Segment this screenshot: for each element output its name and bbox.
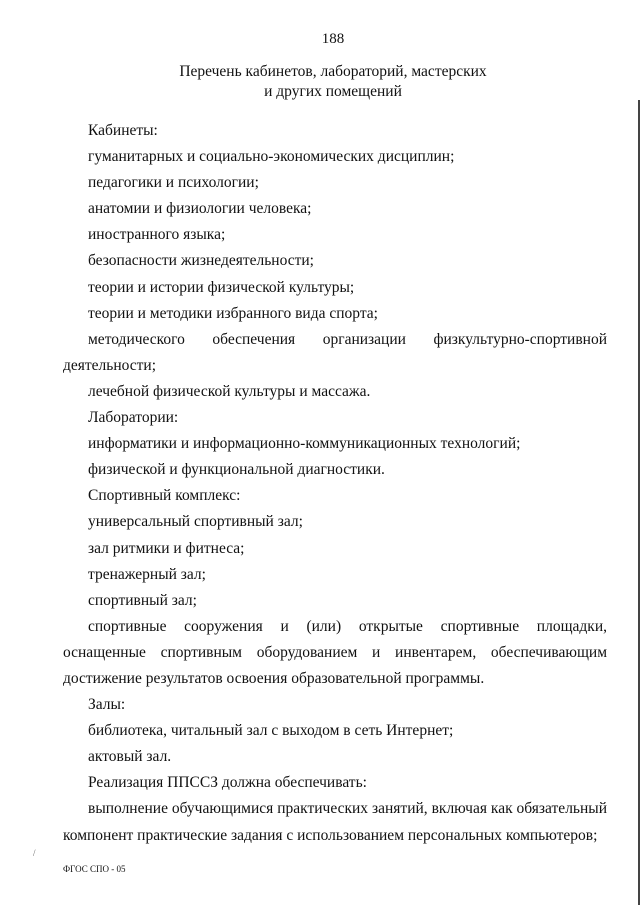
paragraph: тренажерный зал; [88,565,206,583]
title-line: и других помещений [264,83,402,100]
paragraph: спортивный зал; [88,591,197,609]
paragraph: Залы: [88,696,126,714]
paragraph: анатомии и физиологии человека; [88,200,312,218]
paragraph: библиотека, читальный зал с выходом в сеть Интернет; [88,722,454,740]
paragraph: педагогики и психологии; [88,174,259,192]
paragraph: универсальный спортивный зал; [88,513,303,531]
paragraph: выполнение обучающимися практических занятий, включая как обязательный компонент практические задания с использованием персональных компьютеров; [63,800,607,844]
paragraph: зал ритмики и фитнеса; [88,539,245,557]
paragraph: гуманитарных и социально-экономических дисциплин; [88,148,455,166]
paragraph: Спортивный комплекс: [88,487,241,505]
paragraph: Кабинеты: [88,122,158,139]
paragraph: спортивные сооружения и (или) открытые спортивные площадки, оснащенные спортивным оборудованием и инвентарем, обеспечивающим достижение результатов освоения образовательной программы. [63,617,607,687]
page-number: 188 [321,31,345,47]
paragraph: информатики и информационно-коммуникационных технологий; [88,435,521,453]
page-title [0,62,640,102]
paragraph: актовый зал. [88,748,172,766]
paragraph: теории и истории физической культуры; [88,278,355,296]
paragraph: методического обеспечения организации физкультурно-спортивной деятельности; [63,330,607,374]
paragraph: теории и методики избранного вида спорта; [88,304,378,322]
footer-label: ФГОС СПО - 05 [63,864,126,874]
margin-mark: / [33,848,36,858]
paragraph: Реализация ППССЗ должна обеспечивать: [88,774,367,792]
paragraph: Лаборатории: [88,409,179,427]
paragraph: лечебной физической культуры и массажа. [88,382,371,400]
title-line: Перечень кабинетов, лабораторий, мастерских [179,63,487,80]
paragraph: физической и функциональной диагностики. [88,461,385,479]
document-body [63,118,607,849]
paragraph: безопасности жизнедеятельности; [88,252,314,270]
paragraph: иностранного языка; [88,226,226,244]
